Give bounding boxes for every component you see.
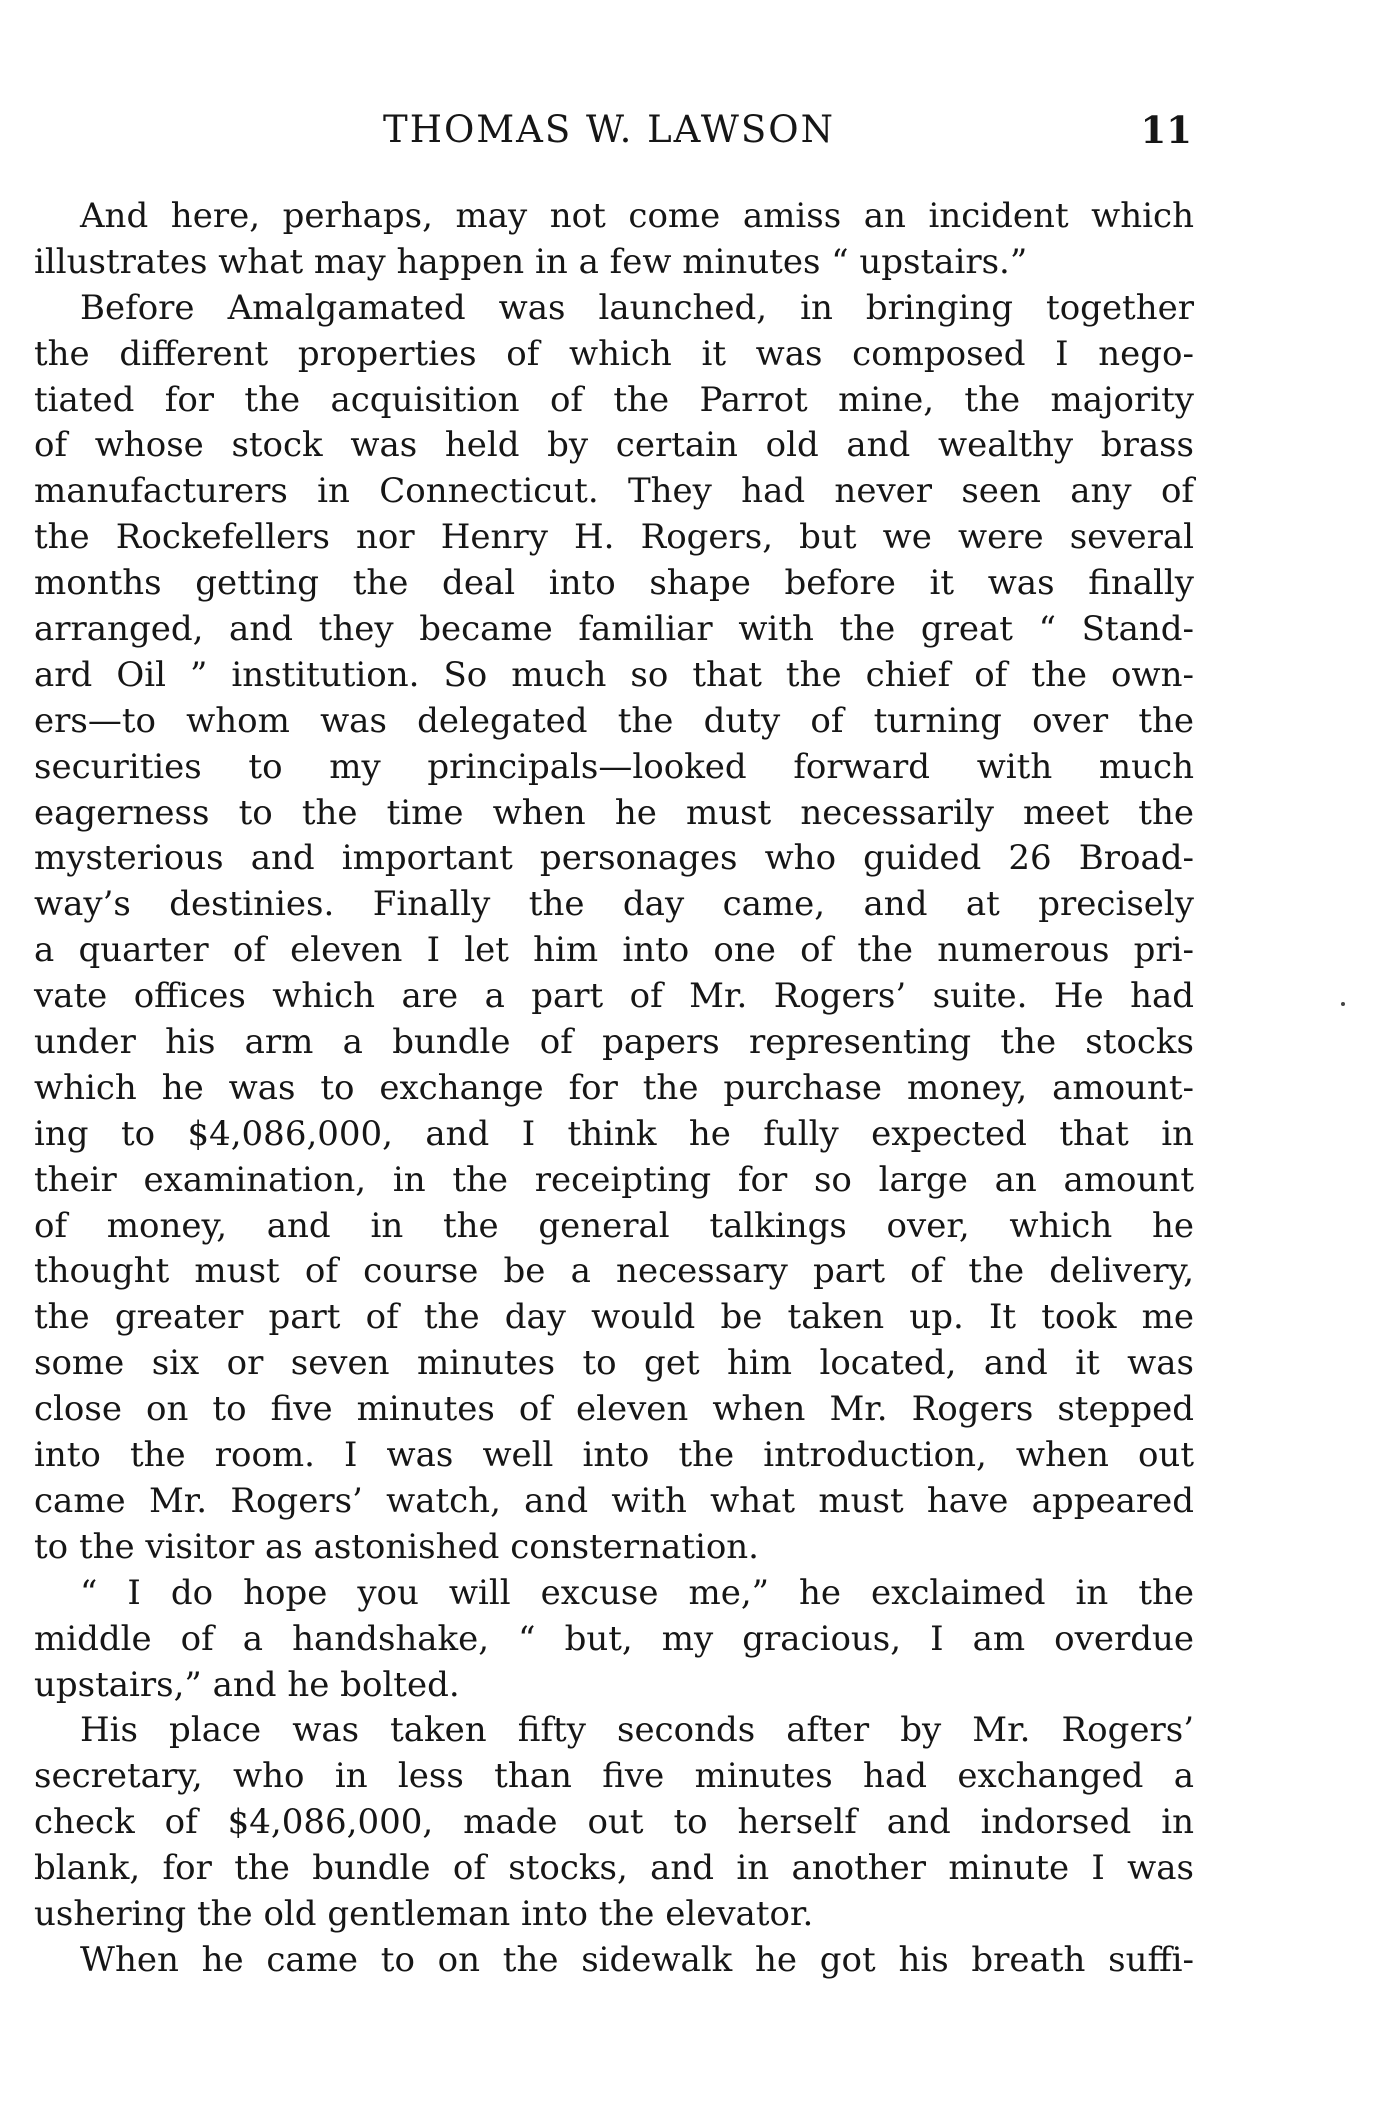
text-line: ushering the old gentleman into the elevator. <box>34 1893 814 1934</box>
body-text <box>34 194 1194 1984</box>
text-line: way’s destinies. Finally the day came, and at precisely <box>34 884 1194 925</box>
text-line: check of $4,086,000, made out to herself and indorsed in <box>34 1802 1194 1843</box>
text-line: into the room. I was well into the introduction, when out <box>34 1435 1194 1476</box>
text-line: Before Amalgamated was launched, in bringing together <box>80 287 1194 328</box>
page-number: 11 <box>1140 108 1192 152</box>
text-line: When he came to on the sidewalk he got his breath suffi- <box>80 1939 1194 1980</box>
text-line: which he was to exchange for the purchase money, amount- <box>34 1067 1194 1108</box>
text-line: to the visitor as astonished consternation. <box>34 1526 759 1567</box>
text-line: the Rockefellers nor Henry H. Rogers, but we were several <box>34 517 1194 558</box>
text-line: eagerness to the time when he must necessarily meet the <box>34 792 1194 833</box>
text-line: tiated for the acquisition of the Parrot mine, the majority <box>34 379 1194 420</box>
text-line: securities to my principals—looked forward with much <box>34 746 1194 787</box>
text-line: their examination, in the receipting for so large an amount <box>34 1159 1194 1200</box>
text-line: the greater part of the day would be taken up. It took me <box>34 1297 1194 1338</box>
text-line: mysterious and important personages who guided 26 Broad- <box>34 838 1194 879</box>
text-line: vate offices which are a part of Mr. Rogers’ suite. He had <box>34 976 1194 1017</box>
text-line: ers—to whom was delegated the duty of turning over the <box>34 700 1194 741</box>
text-line: manufacturers in Connecticut. They had never seen any of <box>34 471 1194 512</box>
text-line: the different properties of which it was composed I nego- <box>34 333 1194 374</box>
margin-speck <box>1341 1002 1345 1006</box>
text-line: ing to $4,086,000, and I think he fully expected that in <box>34 1113 1194 1154</box>
text-line: upstairs,” and he bolted. <box>34 1664 460 1705</box>
text-line: of whose stock was held by certain old and wealthy brass <box>34 425 1194 466</box>
text-line: months getting the deal into shape before it was finally <box>34 563 1194 604</box>
text-line: close on to five minutes of eleven when Mr. Rogers stepped <box>34 1389 1194 1430</box>
text-line: “ I do hope you will excuse me,” he exclaimed in the <box>80 1572 1194 1613</box>
text-line: His place was taken fifty seconds after by Mr. Rogers’ <box>80 1710 1194 1751</box>
text-line: a quarter of eleven I let him into one of the numerous pri- <box>34 930 1194 971</box>
text-line: secretary, who in less than five minutes had exchanged a <box>34 1756 1194 1797</box>
text-line: came Mr. Rogers’ watch, and with what must have appeared <box>34 1480 1194 1521</box>
text-line: some six or seven minutes to get him located, and it was <box>34 1343 1194 1384</box>
text-line: arranged, and they became familiar with the great “ Stand- <box>34 609 1194 650</box>
text-line: ard Oil ” institution. So much so that the chief of the own- <box>34 654 1194 695</box>
text-line: illustrates what may happen in a few minutes “ upstairs.” <box>34 241 1028 282</box>
page-header <box>34 100 1192 160</box>
text-line: thought must of course be a necessary part of the delivery, <box>34 1251 1194 1292</box>
text-line: of money, and in the general talkings over, which he <box>34 1205 1194 1246</box>
text-line: under his arm a bundle of papers representing the stocks <box>34 1022 1194 1063</box>
running-title: THOMAS W. LAWSON <box>383 108 835 151</box>
text-line: blank, for the bundle of stocks, and in another minute I was <box>34 1848 1194 1889</box>
text-line: middle of a handshake, “ but, my gracious, I am overdue <box>34 1618 1194 1659</box>
text-line: And here, perhaps, may not come amiss an incident which <box>80 196 1194 236</box>
